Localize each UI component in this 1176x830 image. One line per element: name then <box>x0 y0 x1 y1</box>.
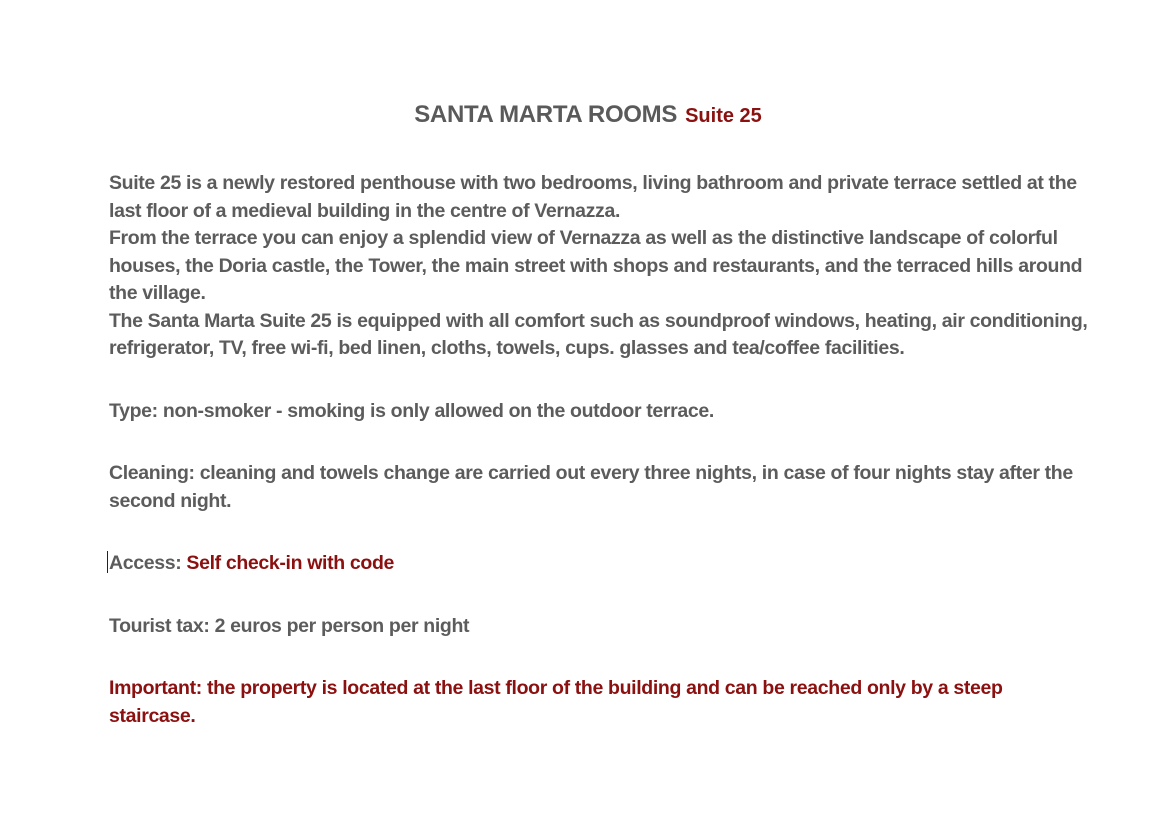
cleaning-line: Cleaning: cleaning and towels change are carried out every three nights, in case of four nights stay after the second night. <box>109 462 1073 512</box>
text-cursor <box>107 551 108 573</box>
document-body[interactable] <box>109 170 1089 730</box>
description-paragraph-1: Suite 25 is a newly restored penthouse with two bedrooms, living bathroom and private terrace settled at the last floor of a medieval building in the centre of Vernazza. <box>109 172 1077 222</box>
access-label: Access: <box>109 552 187 574</box>
important-notice: Important: the property is located at the last floor of the building and can be reached only by a steep staircase. <box>109 677 1003 727</box>
type-line: Type: non-smoker - smoking is only allowed on the outdoor terrace. <box>109 399 714 422</box>
access-value: Self check-in with code <box>186 552 395 574</box>
description-block <box>109 170 1089 363</box>
document-title <box>0 101 1176 129</box>
access-line <box>109 550 1089 578</box>
description-paragraph-2: From the terrace you can enjoy a splendid view of Vernazza as well as the distinctive landscape of colorful houses, the Doria castle, the Tower, the main street with shops and restaurants, and the terraced hills around the village. <box>109 227 1083 304</box>
tourist-tax-line: Tourist tax: 2 euros per person per night <box>109 614 470 637</box>
title-main: SANTA MARTA ROOMS <box>414 101 678 128</box>
title-suite: Suite 25 <box>685 105 762 127</box>
description-paragraph-3: The Santa Marta Suite 25 is equipped with all comfort such as soundproof windows, heating, air conditioning, refrigerator, TV, free wi-fi, bed linen, cloths, towels, cups. glasses and tea/coffee facilities. <box>109 309 1088 359</box>
